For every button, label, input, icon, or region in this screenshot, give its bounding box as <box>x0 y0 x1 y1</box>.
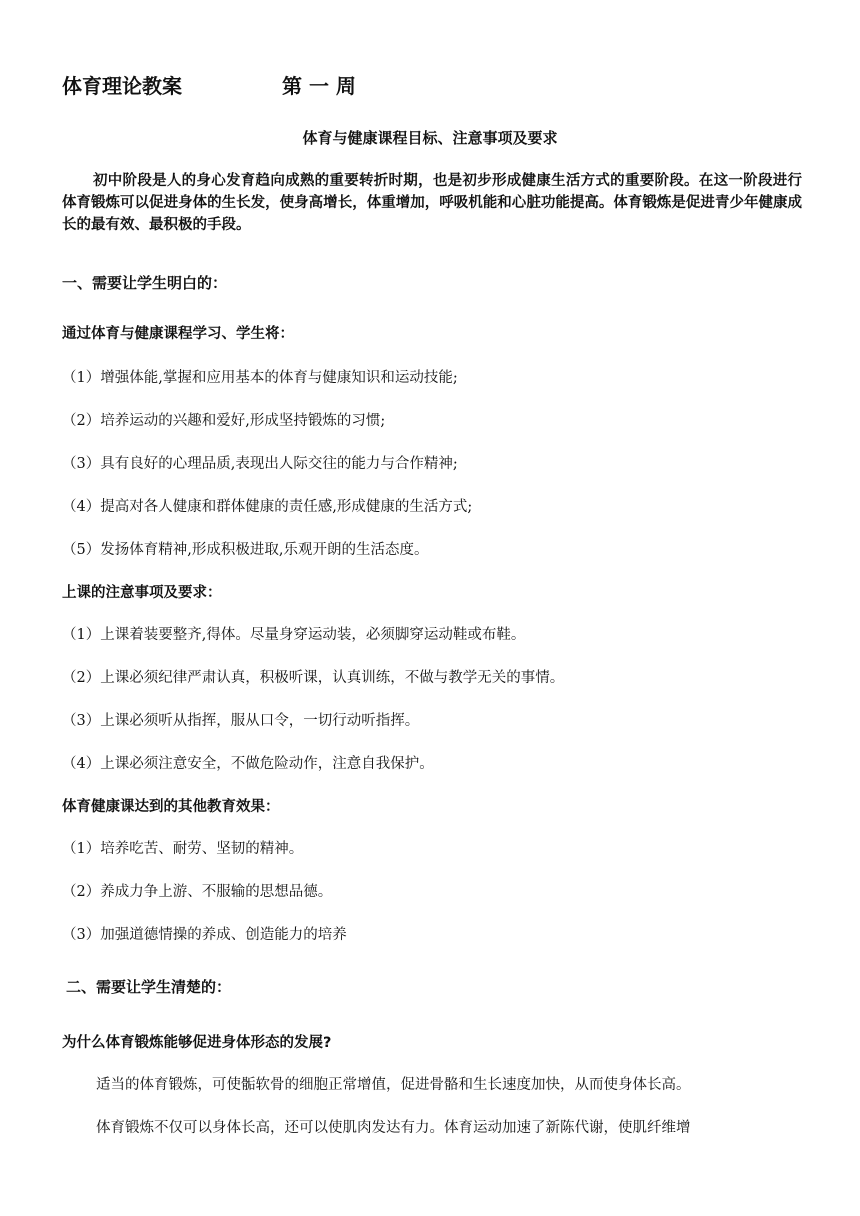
learning-item-4: （4）提高对各人健康和群体健康的责任感,形成健康的生活方式; <box>62 499 473 515</box>
learning-item-3: （3）具有良好的心理品质,表现出人际交往的能力与合作精神; <box>62 456 458 472</box>
learning-item-1: （1）增强体能,掌握和应用基本的体育与健康知识和运动技能; <box>62 370 458 386</box>
notes-item-4: （4）上课必须注意安全，不做危险动作，注意自我保护。 <box>62 756 434 772</box>
week-label: 第 一 周 <box>282 74 356 98</box>
lesson-title: 体育理论教案 <box>62 74 182 98</box>
effects-item-2: （2）养成力争上游、不服输的思想品德。 <box>62 884 333 900</box>
effects-heading: 体育健康课达到的其他教育效果： <box>62 799 280 815</box>
answer-paragraph-2: 体育锻炼不仅可以身体长高，还可以使肌肉发达有力。体育运动加速了新陈代谢，使肌纤维增 <box>96 1120 691 1136</box>
notes-heading: 上课的注意事项及要求： <box>62 585 222 601</box>
lesson-header <box>62 70 356 99</box>
learning-item-5: （5）发扬体育精神,形成积极进取,乐观开朗的生活态度。 <box>62 542 429 558</box>
answer-paragraph-1: 适当的体育锻炼，可使骺软骨的细胞正常增值，促进骨骼和生长速度加快，从而使身体长高。 <box>96 1077 691 1093</box>
notes-item-3: （3）上课必须听从指挥，服从口令，一切行动听指挥。 <box>62 713 420 729</box>
effects-item-1: （1）培养吃苦、耐劳、坚韧的精神。 <box>62 841 304 857</box>
section-1-heading: 一、需要让学生明白的： <box>62 274 228 292</box>
question-heading: 为什么体育锻炼能够促进身体形态的发展? <box>62 1035 332 1051</box>
notes-item-2: （2）上课必须纪律严肃认真，积极听课，认真训练，不做与教学无关的事情。 <box>62 670 565 686</box>
document-subtitle: 体育与健康课程目标、注意事项及要求 <box>302 129 558 147</box>
effects-item-3: （3）加强道德情操的养成、创造能力的培养 <box>62 927 347 943</box>
learning-heading: 通过体育与健康课程学习、学生将： <box>62 326 294 342</box>
notes-item-1: （1）上课着装要整齐,得体。尽量身穿运动装，必须脚穿运动鞋或布鞋。 <box>62 627 526 643</box>
learning-item-2: （2）培养运动的兴趣和爱好,形成坚持锻炼的习惯; <box>62 413 386 429</box>
intro-paragraph: 初中阶段是人的身心发育趋向成熟的重要转折时期，也是初步形成健康生活方式的重要阶段。在这一阶段进行体育锻炼可以促进身体的生长发，使身高增长，体重增加，呼吸机能和心脏功能提高。体育锻炼是促进青少年健康成长的最有效、最积极的手段。 <box>62 173 802 233</box>
section-2-heading: 二、需要让学生清楚的： <box>66 978 232 996</box>
